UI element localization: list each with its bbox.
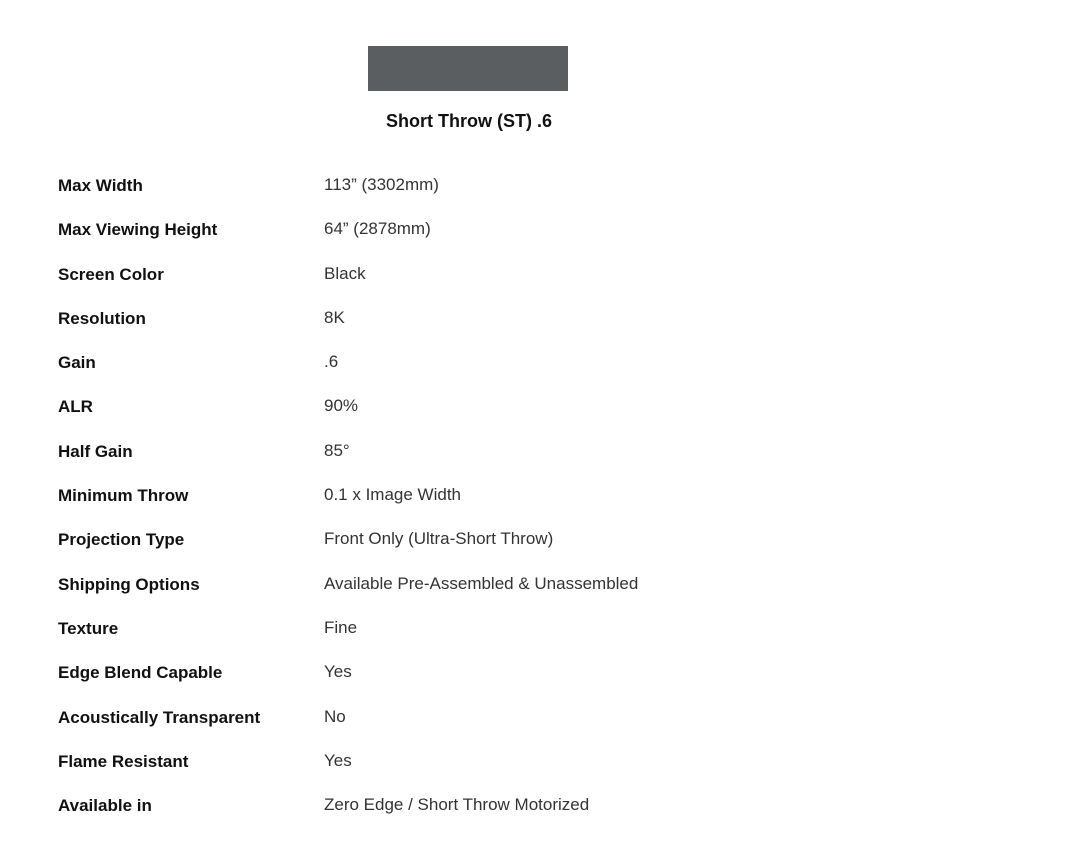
spec-row-flame-resistant [58, 740, 958, 784]
spec-row-max-viewing-height [58, 208, 958, 252]
spec-label: Available in [58, 796, 152, 816]
spec-row-alr [58, 385, 958, 429]
spec-label: Resolution [58, 308, 146, 328]
spec-row-shipping-options [58, 563, 958, 607]
spec-row-half-gain [58, 430, 958, 474]
spec-label: Minimum Throw [58, 486, 189, 506]
spec-row-edge-blend-capable [58, 651, 958, 695]
spec-label: Acoustically Transparent [58, 707, 261, 727]
color-swatch [368, 46, 568, 91]
spec-value: No [324, 706, 346, 726]
spec-row-acoustically-transparent [58, 696, 958, 740]
spec-row-screen-color [58, 253, 958, 297]
product-title: Short Throw (ST) .6 [386, 111, 552, 131]
spec-row-texture [58, 607, 958, 651]
spec-value: Front Only (Ultra-Short Throw) [324, 529, 554, 549]
spec-label: Half Gain [58, 441, 133, 461]
spec-row-available-in [58, 784, 958, 828]
spec-row-max-width [58, 164, 958, 208]
spec-label: Max Viewing Height [58, 220, 218, 240]
spec-value: .6 [324, 352, 339, 372]
spec-label: Gain [58, 353, 96, 373]
spec-label: Projection Type [58, 530, 185, 550]
spec-value: 85° [324, 440, 350, 460]
spec-value: 90% [324, 396, 359, 416]
spec-row-resolution [58, 297, 958, 341]
spec-label: ALR [58, 397, 93, 417]
spec-table [58, 164, 958, 828]
spec-row-gain [58, 341, 958, 385]
spec-label: Max Width [58, 176, 143, 195]
spec-value: Available Pre-Assembled & Unassembled [324, 573, 639, 593]
spec-value: Yes [324, 750, 352, 770]
spec-label: Screen Color [58, 264, 164, 284]
spec-value: 0.1 x Image Width [324, 485, 462, 505]
spec-value: 113” (3302mm) [324, 175, 439, 194]
spec-label: Edge Blend Capable [58, 663, 223, 683]
spec-value: Fine [324, 617, 358, 637]
spec-label: Texture [58, 618, 119, 638]
spec-value: Yes [324, 662, 352, 682]
spec-row-projection-type [58, 518, 958, 562]
spec-value: Zero Edge / Short Throw Motorized [324, 795, 590, 815]
spec-label: Shipping Options [58, 574, 200, 594]
spec-value: 64” (2878mm) [324, 219, 431, 239]
spec-value: 8K [324, 307, 345, 327]
spec-label: Flame Resistant [58, 751, 189, 771]
spec-value: Black [324, 263, 366, 283]
spec-row-minimum-throw [58, 474, 958, 518]
